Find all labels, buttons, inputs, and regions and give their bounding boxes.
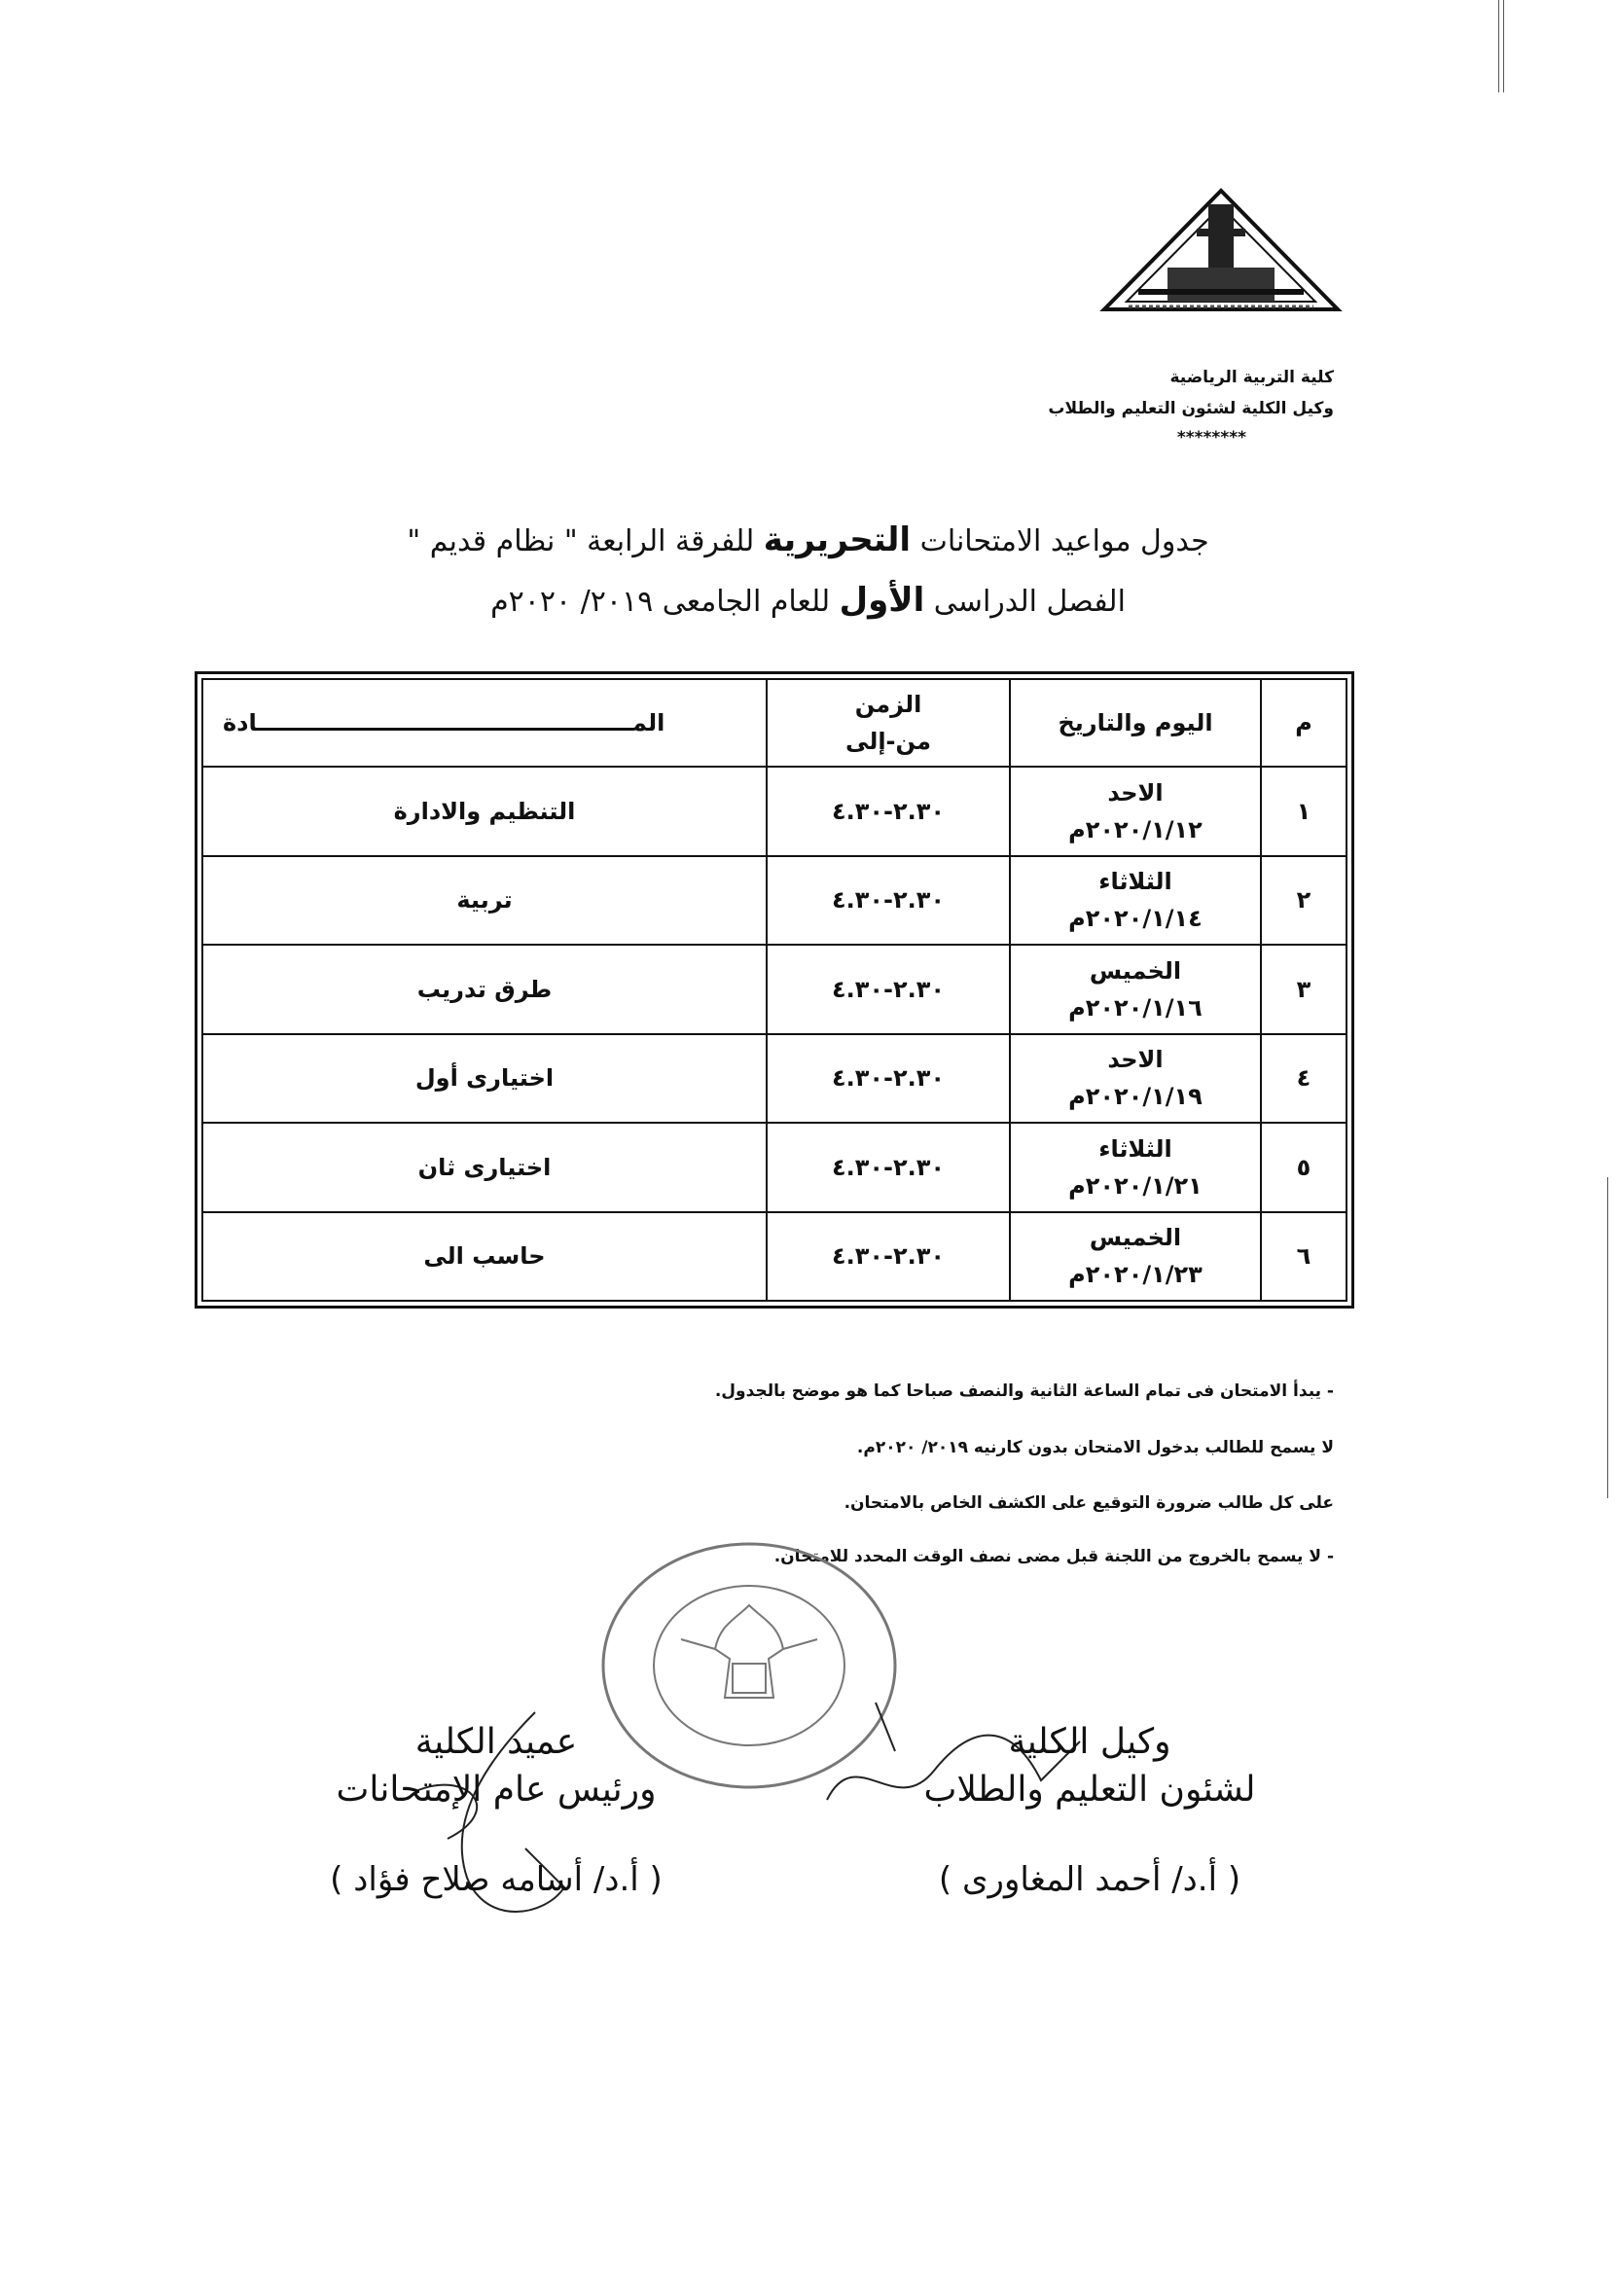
cell-time: ٢.٣٠-٤.٣٠ (767, 856, 1010, 946)
cell-num: ٣ (1261, 945, 1347, 1034)
note-item: على كل طالب ضرورة التوقيع على الكشف الخاص بالامتحان. (844, 1493, 1334, 1513)
cell-num: ٥ (1261, 1123, 1347, 1212)
note-item: لا يسمح للطالب بدخول الامتحان بدون كارنيه ٢٠١٩/ ٢٠٢٠م. (856, 1438, 1334, 1457)
table-row (202, 856, 1347, 946)
cell-subject: اختيارى ثان (202, 1123, 767, 1212)
cell-num: ١ (1261, 767, 1347, 856)
table-row (202, 767, 1347, 856)
university-logo (1099, 185, 1343, 321)
header-stars: ******** (1176, 428, 1246, 448)
cell-day-date: الاحد ٢٠٢٠/١/١٩م (1010, 1034, 1261, 1124)
cell-time: ٢.٣٠-٤.٣٠ (767, 767, 1010, 856)
cell-time: ٢.٣٠-٤.٣٠ (767, 1123, 1010, 1212)
cell-num: ٤ (1261, 1034, 1347, 1124)
header-num: م (1261, 679, 1347, 767)
table-header-row (202, 679, 1347, 767)
cell-subject: حاسب الى (202, 1212, 767, 1302)
cell-time: ٢.٣٠-٤.٣٠ (767, 1212, 1010, 1302)
vice-dean-title: وكيل الكلية لشئون التعليم والطلاب (1048, 399, 1334, 418)
document-title: جدول مواعيد الامتحانات التحريرية للفرقة الرابعة " نظام قديم " (407, 520, 1209, 559)
cell-time: ٢.٣٠-٤.٣٠ (767, 1034, 1010, 1124)
vice-dean-signature-block: وكيل الكلية لشئون التعليم والطلاب ( أ.د/ أحمد المغاورى ) (923, 1722, 1256, 1899)
table-row (202, 1034, 1347, 1124)
cell-num: ٦ (1261, 1212, 1347, 1302)
cell-day-date: الخميس ٢٠٢٠/١/١٦م (1010, 945, 1261, 1034)
cell-num: ٢ (1261, 856, 1347, 946)
table-row (202, 1123, 1347, 1212)
scan-edge-mark (1503, 0, 1504, 92)
cell-day-date: الثلاثاء ٢٠٢٠/١/١٤م (1010, 856, 1261, 946)
table-row (202, 945, 1347, 1034)
cell-time: ٢.٣٠-٤.٣٠ (767, 945, 1010, 1034)
cell-subject: التنظيم والادارة (202, 767, 767, 856)
faculty-name: كلية التربية الرياضية (1169, 368, 1334, 387)
dean-signature-block: عميد الكلية ورئيس عام الإمتحانات ( أ.د/ أسامه صلاح فؤاد ) (330, 1722, 663, 1899)
header-time: الزمن من-إلى (767, 679, 1010, 767)
header-subject: المـــــــــــــــــــــــــــــــــــــــــــــــادة (202, 679, 767, 767)
cell-day-date: الاحد ٢٠٢٠/١/١٢م (1010, 767, 1261, 856)
document-subtitle: الفصل الدراسى الأول للعام الجامعى ٢٠١٩/ ٢٠٢٠م (490, 581, 1126, 620)
scan-edge-mark (1607, 1177, 1608, 1498)
note-item: - يبدأ الامتحان فى تمام الساعة الثانية والنصف صباحا كما هو موضح بالجدول. (714, 1381, 1334, 1401)
note-item: - لا يسمح بالخروج من اللجنة قبل مضى نصف الوقت المحدد للامتحان. (773, 1547, 1334, 1566)
table-row (202, 1212, 1347, 1302)
scan-edge-mark (1498, 0, 1499, 92)
exam-schedule-table (195, 671, 1354, 1309)
cell-subject: اختيارى أول (202, 1034, 767, 1124)
cell-day-date: الثلاثاء ٢٠٢٠/١/٢١م (1010, 1123, 1261, 1212)
cell-subject: طرق تدريب (202, 945, 767, 1034)
cell-day-date: الخميس ٢٠٢٠/١/٢٣م (1010, 1212, 1261, 1302)
cell-subject: تربية (202, 856, 767, 946)
header-day-date: اليوم والتاريخ (1010, 679, 1261, 767)
